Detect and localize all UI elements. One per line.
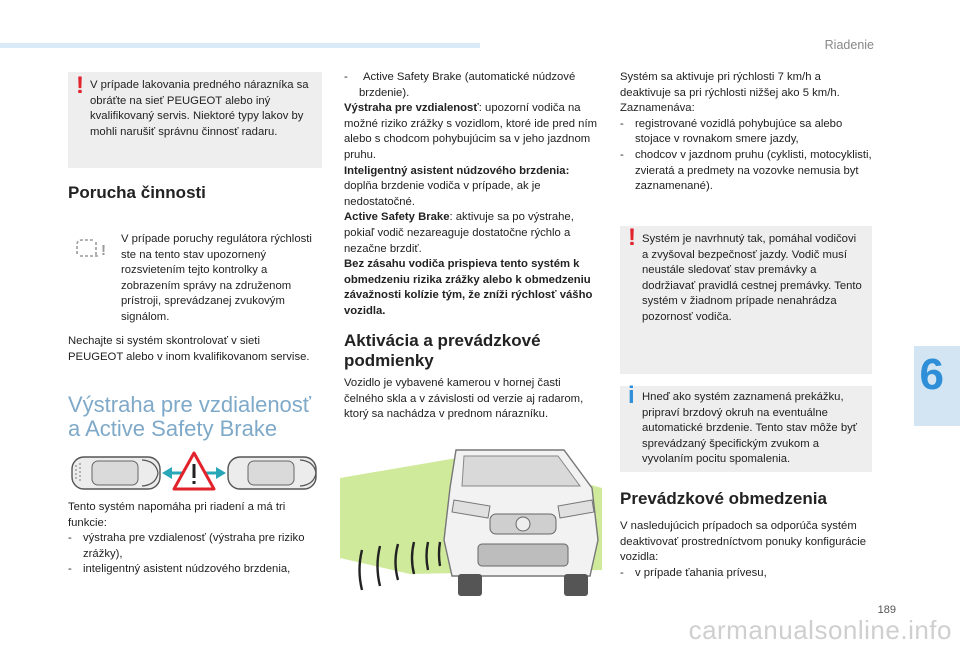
info-icon: i [628,382,635,409]
heading-line-1: Aktivácia a prevádzkové [344,331,541,350]
rear-car-image [72,457,160,489]
warning-icon: ! [76,72,84,99]
list-item-text: v prípade ťahania prívesu, [635,566,767,579]
list-item-text: registrované vozidlá pohybujúce sa alebo stojace v rovnakom smere jazdy, [635,117,843,146]
distance-alert-illustration [70,451,320,495]
front-car-image [228,457,316,489]
heading-activation [344,331,541,371]
distance-alert-desc [344,101,598,163]
active-safety-brake-desc [344,210,598,257]
page-number: 189 [877,604,896,616]
summary-text [344,257,598,319]
function-descriptions [344,70,598,320]
list-item-text: výstraha pre vzdialenosť (výstraha pre riziko zrážky), [83,532,305,560]
detects-label: Zaznamenáva: [620,102,695,115]
list-item: - v prípade ťahania prívesu, [620,566,767,579]
heading-limits: Prevádzkové obmedzenia [620,489,827,508]
heading-distance-alert [68,393,311,441]
info-text: Hneď ako systém zaznamená prekážku, pripraví brzdový okruh na eventuálne automatické brzdenie. Tento stav môže byť sprevádzaný špecifickým zvukom a vyvolaním pocitu spomalenia. [642,391,858,466]
list-item: - inteligentný asistent núdzového brzdenia, [68,563,291,576]
list-item-text: Active Safety Brake (automatické núdzové brzdenie). [359,71,576,99]
chapter-number: 6 [919,350,944,399]
paint-warning-text: V prípade lakovania predného nárazníka sa obráťte na sieť PEUGEOT alebo iný kvalifikovaný servis. Niektoré typy lakov by mohli narušiť správnu činnosť radaru. [90,79,309,138]
paint-warning-box [68,72,322,168]
info-box [620,382,872,472]
warning-triangle-icon [174,453,214,489]
term: Výstraha pre vzdialenosť [344,102,479,115]
svg-text:!: ! [101,242,106,259]
warning-icon: ! [628,224,636,251]
list-item-text: inteligentný asistent núdzového brzdenia, [83,563,291,576]
activation-speed-info [620,70,874,195]
term: Active Safety Brake [344,211,450,224]
safety-warning-text: Systém je navrhnutý tak, pomáhal vodičovi a zvyšoval bezpečnosť jazdy. Vodič musí neustále sledovať stav premávky a dodržiavať pravidlá cestnej premávky. Tento systém v žiadnom prípade nenahrádza pozornosť vodiča. [642,233,862,323]
chapter-title: Riadenie [824,38,874,52]
activation-text: Vozidlo je vybavené kamerou v hornej časti čelného skla a v závislosti od verzie aj radarom, ktorý sa nachádza v prednom nárazníku. [344,377,584,421]
service-check-text: Nechajte si systém skontrolovať v sieti PEUGEOT alebo v inom kvalifikovanom servise. [68,335,310,363]
intro-text: Tento systém napomáha pri riadení a má tri funkcie: [68,501,286,529]
list-item-text: chodcov v jazdnom pruhu (cyklisti, motocyklisti, zvieratá a predmety na vozovke nemusia byt zaznamenané). [635,148,872,193]
car-front-illustration [340,448,602,600]
watermark: carmanualsonline.info [688,615,952,645]
term-desc: doplňa brzdenie vodiča v prípade, ak je nedostatočné. [344,180,541,208]
heading-line-2: podmienky [344,351,434,370]
safety-warning-box [620,226,872,374]
term: Inteligentný asistent núdzového brzdenia: [344,164,570,177]
heading-line-1: Výstraha pre vzdialenosť [68,392,312,417]
list-item: - registrované vozidlá pohybujúce sa alebo stojace v rovnakom smere jazdy, [620,117,843,146]
car-body [444,450,598,596]
list-item: - výstraha pre vzdialenosť (výstraha pre riziko zrážky), [68,532,305,560]
heading-line-2: a Active Safety Brake [68,416,278,441]
summary-bold: Bez zásahu vodiča prispieva tento systém k obmedzeniu rizika zrážky alebo k obmedzeniu závažnosti kolízie tým, že zníži rýchlosť vášho vozidla. [344,258,593,317]
emergency-assist-desc [344,164,598,211]
term-desc: : upozorní vodiča na možné riziko zrážky s vozidlom, ktoré ide pred ním alebo s chodcom pohybujúcim sa v jeho jazdnom pruhu. [344,102,598,161]
list-item: - chodcov v jazdnom pruhu (cyklisti, motocyklisti, zvieratá a predmety na vozovke nemusia byt zaznamenané). [620,148,872,193]
top-accent-bar [0,43,480,48]
malfunction-text: V prípade poruchy regulátora rýchlosti ste na tento stav upozornený rozsvietením tejto kontrolky a zobrazením správy na združenom prístroji, sprevádzanej zvukovým signálom. [121,233,312,323]
activation-speed-text: Systém sa aktivuje pri rýchlosti 7 km/h a deaktivuje sa pri rýchlosti nižšej ako 5 km/h. [620,71,840,99]
limits-section [620,519,874,581]
limits-text: V nasledujúcich prípadoch sa odporúča systém deaktivovať prostredníctvom ponuky konfigurácie vozidla: [620,520,866,564]
service-warning-lamp-icon [74,236,110,262]
heading-malfunction: Porucha činnosti [68,183,206,202]
system-intro-text [68,500,318,578]
list-item: - Active Safety Brake (automatické núdzové brzdenie). [344,71,576,99]
term-desc: : aktivuje sa po výstrahe, pokiaľ vodič nezareaguje dostatočne rýchlo a nezačne brzdiť. [344,211,574,255]
